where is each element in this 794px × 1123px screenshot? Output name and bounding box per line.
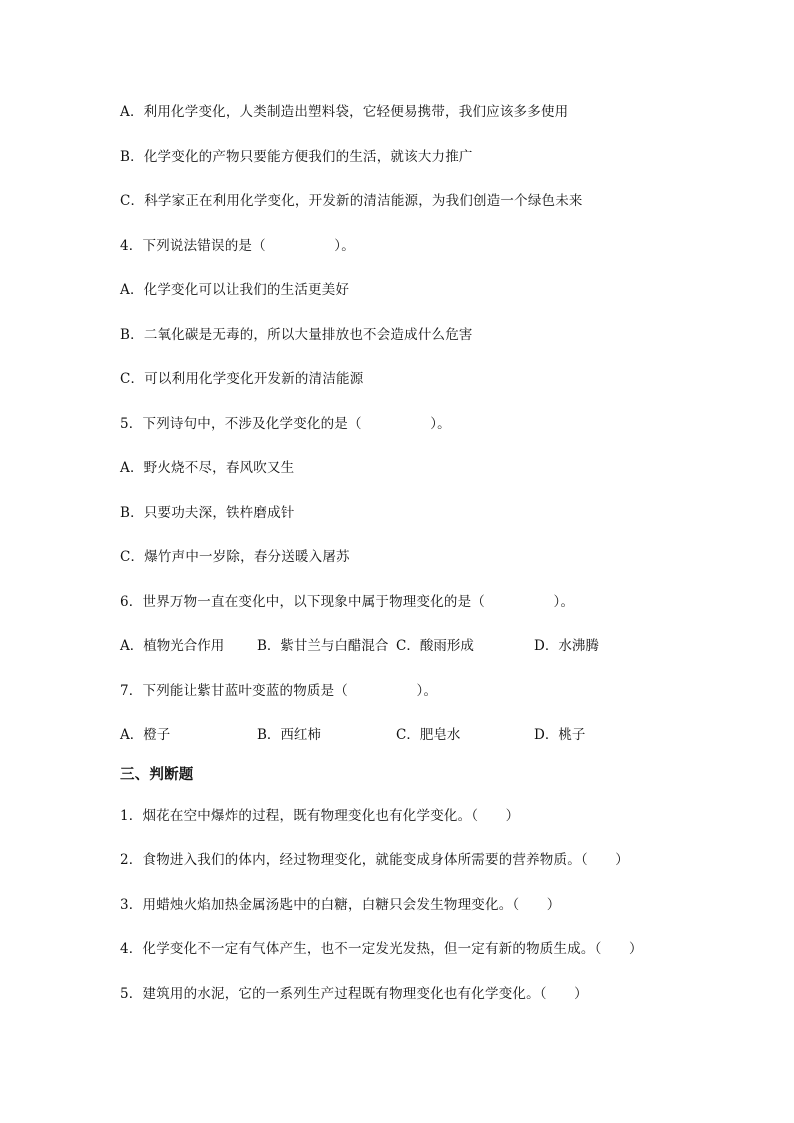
q6-option-c: C．酸雨形成 — [396, 638, 474, 654]
q7-option-d: D．桃子 — [534, 727, 586, 743]
judge-item-2: 2．食物进入我们的体内，经过物理变化，就能变成身体所需要的营养物质。（ ） — [120, 852, 629, 868]
q3-option-b: B．化学变化的产物只要能方便我们的生活，就该大力推广 — [120, 149, 473, 165]
q6-option-b: B．紫甘兰与白醋混合 — [257, 638, 389, 654]
q4-option-c: C．可以利用化学变化开发新的清洁能源 — [120, 371, 364, 387]
q4-option-b: B．二氧化碳是无毒的，所以大量排放也不会造成什么危害 — [120, 327, 473, 343]
q4-stem: 4．下列说法错误的是（ ）。 — [120, 238, 355, 254]
q5-option-a: A．野火烧不尽，春风吹又生 — [120, 460, 295, 476]
q6-option-a: A．植物光合作用 — [120, 638, 225, 654]
section-heading: 三、判断题 — [120, 767, 194, 783]
judge-item-1: 1．烟花在空中爆炸的过程，既有物理变化也有化学变化。（ ） — [120, 808, 520, 824]
q7-option-b: B．西红柿 — [257, 727, 321, 743]
q5-stem: 5．下列诗句中，不涉及化学变化的是（ ）。 — [120, 416, 451, 432]
q5-option-b: B．只要功夫深，铁杵磨成针 — [120, 505, 295, 521]
q7-stem: 7．下列能让紫甘蓝叶变蓝的物质是（ ）。 — [120, 683, 438, 699]
q3-option-a: A．利用化学变化，人类制造出塑料袋，它轻便易携带，我们应该多多使用 — [120, 104, 569, 120]
q4-option-a: A．化学变化可以让我们的生活更美好 — [120, 282, 350, 298]
judge-item-4: 4．化学变化不一定有气体产生，也不一定发光发热，但一定有新的物质生成。（ ） — [120, 941, 643, 957]
judge-item-5: 5．建筑用的水泥，它的一系列生产过程既有物理变化也有化学变化。（ ） — [120, 986, 588, 1002]
q7-option-a: A．橙子 — [120, 727, 171, 743]
q6-stem: 6．世界万物一直在变化中，以下现象中属于物理变化的是（ ）。 — [120, 594, 575, 610]
judge-item-3: 3．用蜡烛火焰加热金属汤匙中的白糖，白糖只会发生物理变化。（ ） — [120, 897, 561, 913]
q6-option-d: D．水沸腾 — [534, 638, 599, 654]
q5-option-c: C．爆竹声中一岁除，春分送暖入屠苏 — [120, 549, 350, 565]
q7-option-c: C．肥皂水 — [396, 727, 461, 743]
q3-option-c: C．科学家正在利用化学变化，开发新的清洁能源，为我们创造一个绿色未来 — [120, 193, 583, 209]
